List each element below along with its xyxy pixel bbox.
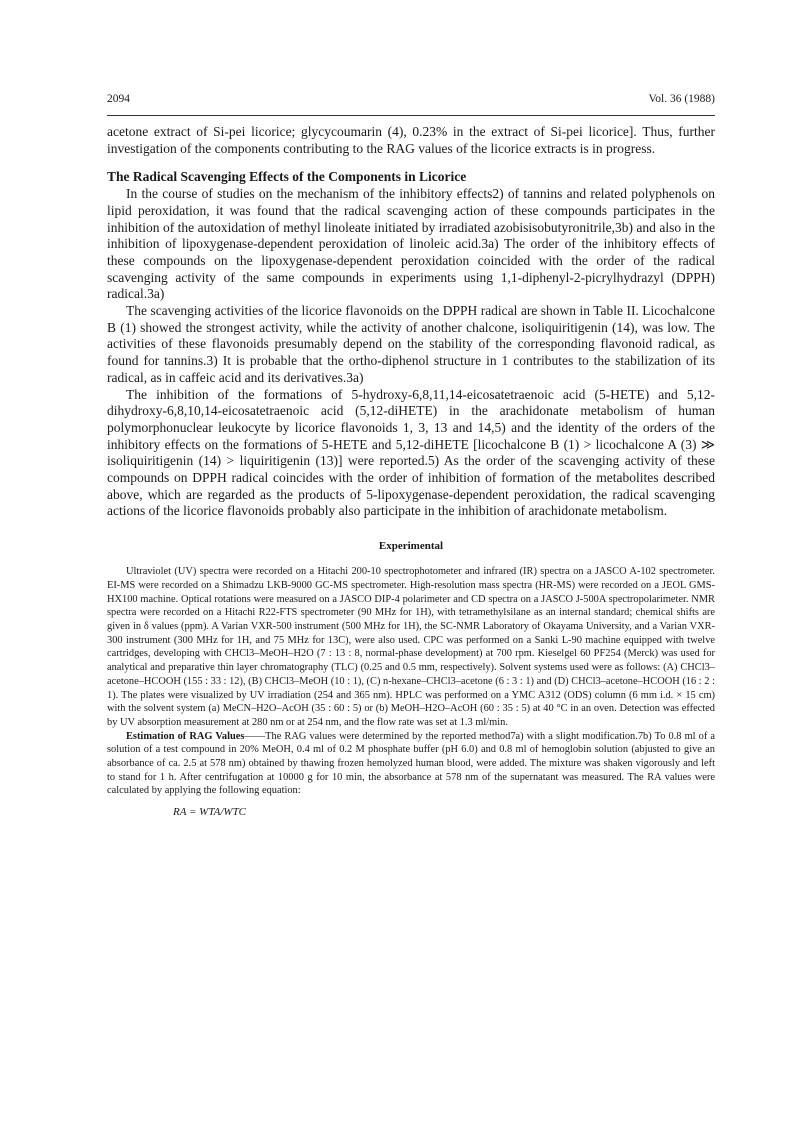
paragraph-continued: acetone extract of Si-pei licorice; glycycoumarin (4), 0.23% in the extract of Si-pei licorice]. Thus, further investigation of the components contributing to the RAG values of the licorice extracts is in progress. (107, 124, 715, 156)
main-text (107, 124, 715, 520)
experimental-paragraph-2 (107, 730, 715, 799)
experimental-heading: Experimental (378, 540, 444, 553)
paragraph-3: The inhibition of the formations of 5-hydroxy-6,8,11,14-eicosatetraenoic acid (5-HETE) and 5,12-dihydroxy-6,8,10,14-eicosatetraenoic acid (5,12-diHETE) in the arachidonate metabolism of human polymorphonuclear leukocyte by licorice flavonoids 1, 3, 13 and 14,5) and the identity of the orders of the inhibitory effects on the formations of 5-HETE and 5,12-diHETE [licochalcone B (1) > licochalcone A (3) ≫ isoliquiritigenin (14) > liquiritigenin (13)] were reported.5) As the order of the scavenging activity of these compounds on DPPH radical coincides with the order of inhibition of formation of the metabolites described above, which are regarded as the products of 5-lipoxygenase-dependent peroxidation, the radical scavenging actions of the licorice flavonoids probably also participate in the inhibition of arachidonate metabolism. (107, 386, 715, 519)
page (107, 92, 715, 820)
experimental-paragraph-1: Ultraviolet (UV) spectra were recorded on a Hitachi 200-10 spectrophotometer and infrared (IR) spectra on a JASCO A-102 spectrometer. EI-MS were recorded on a Shimadzu LKB-9000 GC-MS spectrometer. High-resolution mass spectra (HR-MS) were recorded on a JEOL GMS-HX100 machine. Optical rotations were measured on a JASCO DIP-4 polarimeter and CD spectra on a JASCO J-500A spectropolarimeter. NMR spectra were recorded on a Hitachi R22-FTS spectrometer (90 MHz for 1H), with tetramethylsilane as an internal standard; chemical shifts are given in δ values (ppm). A Varian VXR-500 instrument (500 MHz for 1H), the SC-NMR Laboratory of Okayama University, and a Varian VXR-300 instrument (300 MHz for 1H, and 75 MHz for 13C), were also used. CPC was performed on a Sanki L-90 machine equipped with twelve cartridges, developing with CHCl3–MeOH–H2O (7 : 13 : 8, normal-phase development) at 700 rpm. Kieselgel 60 PF254 (Merck) was used for analytical and preparative thin layer chromatography (TLC) (0.25 and 0.5 mm, respectively). Solvent systems used were as follows: (A) CHCl3–acetone–HCOOH (155 : 33 : 12), (B) CHCl3–MeOH (10 : 1), (C) n-hexane–CHCl3–acetone (6 : 3 : 1) and (D) CHCl3–acetone–HCOOH (16 : 2 : 1). The plates were visualized by UV irradiation (254 and 365 nm). HPLC was performed on a YMC A312 (ODS) column (6 mm i.d. × 15 cm) with the solvent system (a) MeCN–H2O–AcOH (35 : 60 : 5) or (b) MeOH–H2O–AcOH (60 : 35 : 5) at 40 °C in an oven. Detection was effected by UV absorption measurement at 280 nm or at 254 nm, and the flow rate was set at 1.3 ml/min. (107, 566, 715, 728)
experimental-text (107, 565, 715, 820)
page-number: 2094 (107, 93, 130, 105)
experimental-paragraph-2-body: ——The RAG values were determined by the reported method7a) with a slight modification.7b) To 0.8 ml of a solution of a test compound in 20% MeOH, 0.4 ml of 0.2 M phosphate buffer (pH 6.0) and 0.8 ml of hemoglobin solution (abjusted to give an absorbance of ca. 2.5 at 578 nm) obtained by thawing frozen hemolyzed human blood, were added. The mixture was shaken vigorously and left to stand for 1 h. After centrifugation at 10000 g for 10 min, the absorbance at 578 nm of the supernatant was measured. The RA values were calculated by applying the following equation: (107, 730, 715, 797)
volume-label: Vol. 36 (1988) (648, 93, 715, 105)
page-header (107, 92, 715, 106)
section-heading: The Radical Scavenging Effects of the Components in Licorice (107, 169, 467, 185)
paragraph-2: The scavenging activities of the licorice flavonoids on the DPPH radical are shown in Table II. Licochalcone B (1) showed the strongest activity, while the activity of another chalcone, isoliquiritigenin (14), was low. The activities of these flavonoids presumably depend on the stability of the corresponding flavonoid radical, as found for tannins.3) It is probable that the ortho-diphenol structure in 1 contributes to the stabilization of its radical, as in caffeic acid and its derivatives.3a) (107, 303, 715, 385)
run-in-heading: Estimation of RAG Values (126, 730, 245, 742)
equation: RA = WTA/WTC (173, 806, 247, 819)
paragraph-1: In the course of studies on the mechanism of the inhibitory effects2) of tannins and related polyphenols on lipid peroxidation, it was found that the radical scavenging action of these compounds participates in the inhibition of the autoxidation of methyl linoleate initiated by irradiated azobisisobutyronitrile,3b) and also in the inhibition of lipoxygenase-dependent peroxidation of linoleic acid.3a) The order of the inhibitory effects of these compounds on the lipoxygenase-dependent peroxidation coincided with the order of the radical scavenging activity of the same compounds in experiments using 1,1-diphenyl-2-picrylhydrazyl (DPPH) radical.3a) (107, 186, 715, 302)
header-rule (107, 115, 715, 116)
